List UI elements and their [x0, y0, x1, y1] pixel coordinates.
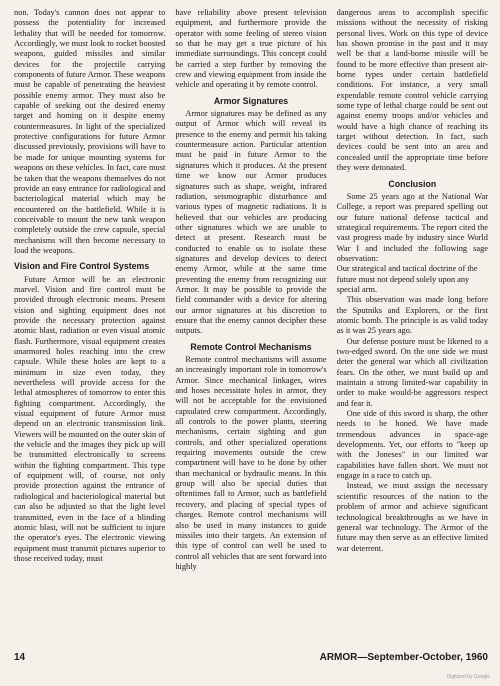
paragraph: Our defense posture must be likened to a two-edged sword. On the one side we must deter the general war which all civilization fears. On the other, we must build up and maintain a strong limited-war capability in order to make would-be aggressors respect and fear it. [336, 336, 488, 408]
paragraph: Remote control mechanisms will assume an increasingly important role in tomorrow's Armor. Since mechanical linkages, wires and hoses necessitate holes in armor, they will not be acceptable for the envisioned capsulated crew compartment. Accordingly, all controls to the power plants, steering mechanisms, certain sighting and gun controls, and other specialized operations requiring movements outside the crew compartment will have to be done by other than mechanical or hydraulic means. In this group will also be special duties that oftentimes fall to Armor, such as battlefield recovery, and placing of special types of charges. Remote control mechanisms will also be used in many instances to guide missiles into their targets. An extension of this type of control can well be used to control all vehicles that are sent forward into highly [175, 355, 327, 571]
page-number: 14 [14, 652, 26, 663]
page-footer [14, 652, 488, 663]
block-quote: Our strategical and tactical doctrine of the future must not depend solely upon any special arm. [336, 264, 478, 294]
section-heading: Conclusion [388, 178, 437, 189]
section-heading: Vision and Fire Control Systems [14, 261, 150, 272]
column-1 [14, 8, 165, 648]
paragraph: One side of this sword is sharp, the other needs to be honed. We have made tremendous advances in space-age developments. Yet, our efforts to "keep up with the Joneses" in our limited war capabilities have fallen short. We must not engage in a race to catch up. [336, 409, 488, 481]
paragraph: Armor signatures may be defined as any output of Armor which will reveal its presence to the enemy and permit his taking countermeasure action. Particular attention must be paid in future Armor to the signatures which it produces. At the present time we know our Armor produces signatures such as shape, weight, infrared radiation, seismographic disturbance and various types of magnetic radiations. It is believed that our vehicles are producing other signatures which we are unable to detect at present. Research must be conducted to enable us to isolate these signatures and develop devices to detect enemy Armor, while at the same time preventing the enemy from recognizing our Armor. It may be possible to provide the field commander with a device for altering our armor signatures at his discretion to ensure that the enemy cannot decipher these outputs. [175, 109, 327, 336]
publication-line: ARMOR—September-October, 1960 [319, 652, 488, 663]
paragraph: dangerous areas to accomplish specific missions without the necessity of risking personal lives. Work on this type of device has shown promise in the past and it may well be that a land-borne missile will be found to be more effective than present air-borne types under certain battlefield conditions. For instance, a very small expendable remote control vehicle carrying some type of lethal charge could be sent out against enemy troops and/or vehicles and would have a high chance of reaching its target without detection. In fact, such devices could be sent into an area and concealed until the appropriate time before they were detonated. [336, 8, 488, 173]
paragraph: This observation was made long before the Sputniks and Explorers, or the first atomic bomb. The principle is as valid today as it was 25 years ago. [336, 295, 488, 336]
column-3 [337, 8, 488, 648]
paragraph: Some 25 years ago at the National War College, a report was prepared spelling out our future national defense tactical and strategical requirements. The report cited the vast progress made by industry since World War I and included the following sage observation: [336, 191, 488, 263]
paragraph: Instead, we must assign the necessary scientific resources of the nation to the problem of armor and achieve significant technological breakthroughs as we have in general war technology. The Armor of the future may then serve as an effective limited war deterrent. [336, 481, 488, 553]
paragraph: have reliability above present television equipment, and furthermore provide the operator with some feeling of stereo vision so that he may get a true picture of his immediate surroundings. This concept could be carried a step further by removing the crew and viewing equipment from inside the vehicle and operating it by remote control. [175, 8, 327, 90]
paragraph: Future Armor will be an electronic marvel. Vision and fire control must be provided through electronic means. Present vision and sighting equipment does not provide the necessary protection against atomic blast, radiation or even visual atomic flash. Furthermore, visual equipment creates unarmored holes reaching into the crew capsule. While these holes are kept to a minimum in size even today, they nevertheless will provide access for the lethal atmospheres of tomorrow to enter this fighting compartment. Accordingly, the visual equipment of future Armor must depend on an electronic transmission link. Viewers will be mounted on the outer skin of the vehicle and the images they pick up will be transmitted electronically to screens within the fighting compartment. This type of equipment will, of course, not only provide protection against the entrance of radiological and bacteriological material but can also be adjusted so that the light level transmitted, even in the face of a blinding atomic blast, will not be sufficient to injure the operator's eyes. The electronic viewing equipment must transmit pictures superior to those received today, must [14, 274, 166, 563]
digitized-watermark: Digitized by Google [446, 674, 490, 680]
section-heading: Armor Signatures [213, 95, 289, 106]
paragraph: non. Today's cannon does not appear to possess the potentiality for increased lethality that will be needed for tomorrow. Accordingly, we must look to rocket boosted weapons, guided missiles and similar devices for the projectile carrying components of future Armor. These weapons must be capable of penetrating the heaviest possible enemy armor. They must also be capable of seeking out the desired enemy target and homing on it despite enemy countermeasures. In light of the specialized protective configurations for future Armor discussed previously, provisions will have to be made for unique mounting systems for weapons on these vehicles. In fact, care must be taken that the weapons themselves do not provide an easy entrance for radiological and bacteriological material which may be encountered on the battlefield. While it is conceivable to mount the new tank weapon completely outside the crew capsule, special mechanisms will then become necessary to load the weapons. [14, 8, 166, 255]
article-body [14, 8, 488, 648]
column-2 [175, 8, 326, 648]
section-heading: Remote Control Mechanisms [190, 341, 312, 352]
